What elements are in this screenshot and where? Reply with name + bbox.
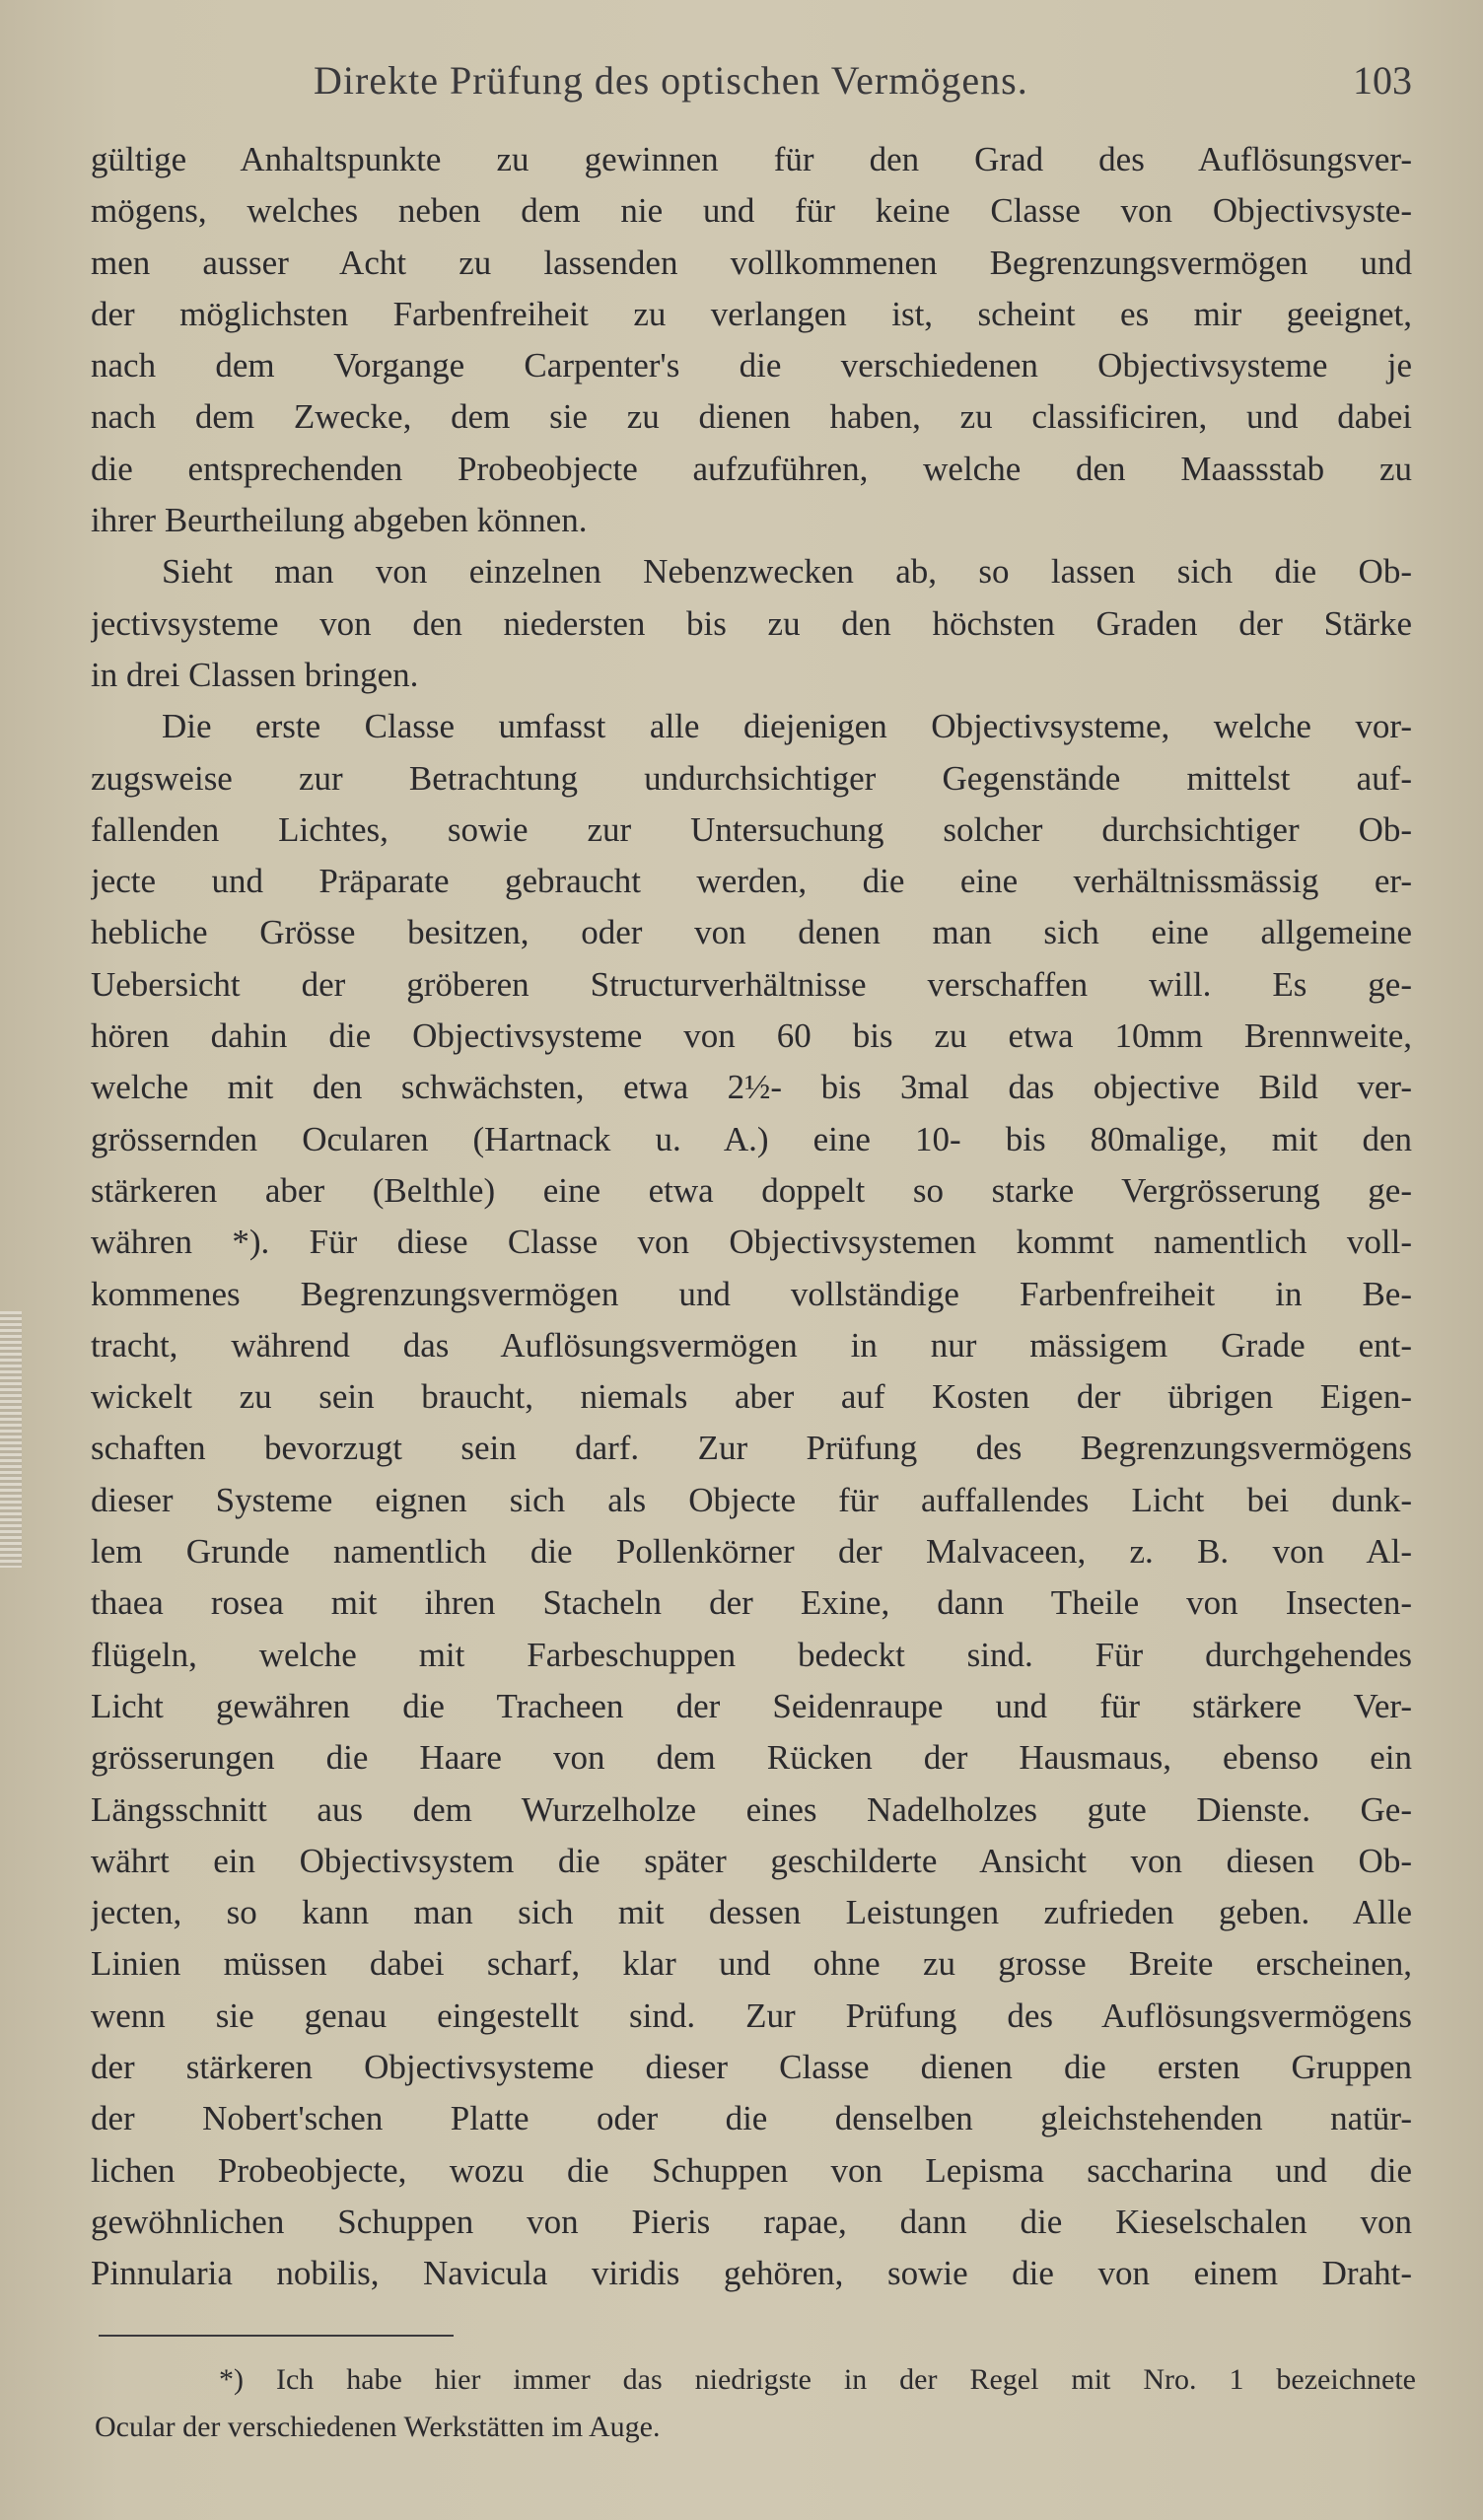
text-line: lichen Probeobjecte, wozu die Schuppen von Lepisma saccharina und die <box>91 2150 1412 2190</box>
text-line: Die erste Classe umfasst alle diejenigen Objectivsysteme, welche vor- <box>162 707 1412 746</box>
text-line: Uebersicht der gröberen Structurverhältnisse verschaffen will. Es ge- <box>91 964 1412 1004</box>
text-line: gewöhnlichen Schuppen von Pieris rapae, dann die Kieselschalen von <box>91 2202 1412 2241</box>
text-line: die entsprechenden Probeobjecte aufzuführen, welche den Maassstab zu <box>91 449 1412 488</box>
text-line: jectivsysteme von den niedersten bis zu den höchsten Graden der Stärke <box>91 603 1412 643</box>
text-line: jecten, so kann man sich mit dessen Leistungen zufrieden geben. Alle <box>91 1893 1412 1932</box>
text-line: währt ein Objectivsystem die später geschilderte Ansicht von diesen Ob- <box>91 1841 1412 1880</box>
page-header <box>91 57 1412 116</box>
text-line: thaea rosea mit ihren Stacheln der Exine, dann Theile von Insecten- <box>91 1583 1412 1623</box>
footnote-rule <box>99 2335 454 2337</box>
text-line: ihrer Beurtheilung abgeben können. <box>91 501 588 540</box>
text-line: Sieht man von einzelnen Nebenzwecken ab, so lassen sich die Ob- <box>162 552 1412 592</box>
text-line: welche mit den schwächsten, etwa 2½- bis 3mal das objective Bild ver- <box>91 1068 1412 1107</box>
text-line: fallenden Lichtes, sowie zur Untersuchung solcher durchsichtiger Ob- <box>91 809 1412 849</box>
footnote-line: *) Ich habe hier immer das niedrigste in der Regel mit Nro. 1 bezeichnete <box>219 2363 1416 2396</box>
running-title: Direkte Prüfung des optischen Vermögens. <box>314 58 1028 103</box>
text-line: nach dem Vorgange Carpenter's die verschiedenen Objectivsysteme je <box>91 346 1412 385</box>
text-line: in drei Classen bringen. <box>91 655 419 694</box>
text-line: der stärkeren Objectivsysteme dieser Classe dienen die ersten Gruppen <box>91 2047 1412 2086</box>
text-line: Licht gewähren die Tracheen der Seidenraupe und für stärkere Ver- <box>91 1686 1412 1725</box>
text-line: grösserungen die Haare von dem Rücken der Hausmaus, ebenso ein <box>91 1738 1412 1778</box>
text-line: währen *). Für diese Classe von Objectivsystemen kommt namentlich voll- <box>91 1223 1412 1262</box>
text-line: hebliche Grösse besitzen, oder von denen man sich eine allgemeine <box>91 913 1412 952</box>
text-line: men ausser Acht zu lassenden vollkommenen Begrenzungsvermögen und <box>91 243 1412 282</box>
text-line: nach dem Zwecke, dem sie zu dienen haben, zu classificiren, und dabei <box>91 397 1412 437</box>
footnote <box>95 2356 1416 2451</box>
text-line: flügeln, welche mit Farbeschuppen bedeckt sind. Für durchgehendes <box>91 1635 1412 1674</box>
text-line: schaften bevorzugt sein darf. Zur Prüfung des Begrenzungsvermögens <box>91 1429 1412 1468</box>
page-edge-mark <box>0 1311 22 1568</box>
text-line: der Nobert'schen Platte oder die denselben gleichstehenden natür- <box>91 2099 1412 2138</box>
text-line: wickelt zu sein braucht, niemals aber auf Kosten der übrigen Eigen- <box>91 1377 1412 1417</box>
page-number: 103 <box>1353 58 1412 103</box>
text-line: lem Grunde namentlich die Pollenkörner der Malvaceen, z. B. von Al- <box>91 1532 1412 1572</box>
text-line: kommenes Begrenzungsvermögen und vollständige Farbenfreiheit in Be- <box>91 1274 1412 1313</box>
text-line: dieser Systeme eignen sich als Objecte für auffallendes Licht bei dunk- <box>91 1480 1412 1519</box>
text-line: stärkeren aber (Belthle) eine etwa doppelt so starke Vergrösserung ge- <box>91 1170 1412 1210</box>
text-line: wenn sie genau eingestellt sind. Zur Prüfung des Auflösungsvermögens <box>91 1995 1412 2035</box>
text-line: jecte und Präparate gebraucht werden, die eine verhältnissmässig er- <box>91 862 1412 901</box>
text-line: mögens, welches neben dem nie und für keine Classe von Objectivsyste- <box>91 191 1412 231</box>
text-line: der möglichsten Farbenfreiheit zu verlangen ist, scheint es mir geeignet, <box>91 294 1412 333</box>
text-line: grössernden Ocularen (Hartnack u. A.) eine 10- bis 80malige, mit den <box>91 1119 1412 1158</box>
body-text <box>91 134 1412 2299</box>
text-line: Längsschnitt aus dem Wurzelholze eines Nadelholzes gute Dienste. Ge- <box>91 1789 1412 1829</box>
text-line: hören dahin die Objectivsysteme von 60 bis zu etwa 10mm Brennweite, <box>91 1016 1412 1056</box>
footnote-line: Ocular der verschiedenen Werkstätten im Auge. <box>95 2411 661 2443</box>
text-line: Pinnularia nobilis, Navicula viridis gehören, sowie die von einem Draht- <box>91 2254 1412 2293</box>
text-line: zugsweise zur Betrachtung undurchsichtiger Gegenstände mittelst auf- <box>91 758 1412 798</box>
text-line: Linien müssen dabei scharf, klar und ohne zu grosse Breite erscheinen, <box>91 1944 1412 1984</box>
text-line: gültige Anhaltspunkte zu gewinnen für den Grad des Auflösungsver- <box>91 140 1412 178</box>
text-line: tracht, während das Auflösungsvermögen in nur mässigem Grade ent- <box>91 1325 1412 1365</box>
